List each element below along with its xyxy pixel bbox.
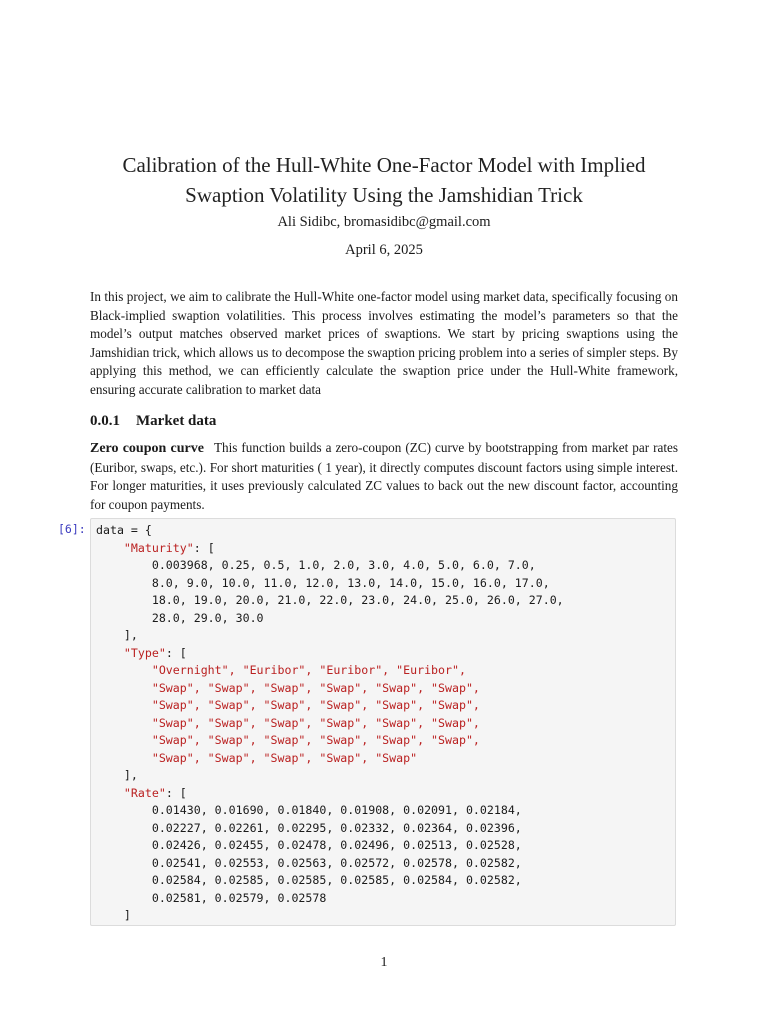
rate-line: 0.02426, 0.02455, 0.02478, 0.02496, 0.02513, 0.02528, — [151, 838, 522, 852]
key-rate: "Rate" — [123, 785, 166, 800]
key-maturity: "Maturity" — [123, 540, 194, 555]
type-line: "Swap", "Swap", "Swap", "Swap", "Swap", "Swap", — [151, 698, 480, 712]
rate-line: 0.02584, 0.02585, 0.02585, 0.02585, 0.02584, 0.02582, — [151, 873, 522, 887]
date-line: April 6, 2025 — [345, 242, 423, 258]
title-line-1: Calibration of the Hull-White One-Factor Model with Implied — [122, 153, 646, 177]
maturity-line: 8.0, 9.0, 10.0, 11.0, 12.0, 13.0, 14.0, 15.0, 16.0, 17.0, — [151, 575, 550, 590]
paper-title — [90, 150, 678, 210]
key-type: "Type" — [123, 645, 166, 660]
code-block: data = { "Maturity": [ 0.003968, 0.25, 0.5, 1.0, 2.0, 3.0, 4.0, 5.0, 6.0, 7.0, 8.0, 9.0, 10.0, 11.0, 12.0, 13.0, 14.0, 15.0, 16.0, 17.0, 18.0, 19.0, 20.0, 21.0, 22.0, 23.0, 24.0, 25.0, 26.0, 27.0, 28.0, 29.0, 30.0 ], "Type": [ "Overnight", "Euribor", "Euribor", "Euribor", "Swap", "Swap", "Swap", "Swap", "Swap", "Swap", "Swap", "Swap", "Swap", "Swap", "Swap", "Swap", "Swap", "Swap", "Swap", "Swap", "Swap", "Swap", "Swap", "Swap", "Swap", "Swap", "Swap", "Swap", "Swap", "Swap", "Swap", "Swap", "Swap" ], "Rate": [ 0.01430, 0.01690, 0.01840, 0.01908, 0.02091, 0.02184, 0.02227, 0.02261, 0.02295, 0.02332, 0.02364, 0.02396, 0.02426, 0.02455, 0.02478, 0.02496, 0.02513, 0.02528, 0.02541, 0.02553, 0.02563, 0.02572, 0.02578, 0.02582, 0.02584, 0.02585, 0.02585, 0.02585, 0.02584, 0.02582, 0.02581, 0.02579, 0.02578 ] — [96, 523, 564, 922]
page-number: 1 — [380, 955, 388, 970]
section-number: 0.0.1 — [90, 413, 120, 429]
code-var: data — [96, 523, 124, 537]
zc-paragraph — [90, 439, 678, 514]
rate-line: 0.02581, 0.02579, 0.02578 — [151, 890, 327, 905]
type-line: "Overnight", "Euribor", "Euribor", "Euribor", — [151, 663, 466, 677]
abstract-paragraph: In this project, we aim to calibrate the Hull-White one-factor model using market data, specifically focusing on Black-implied swaption volatilities. This process involves estimating the model’s parameters so that the model’s output matches observed market prices of swaptions. We start by pricing swaptions using the Jamshidian trick, which allows us to decompose the swaption pricing problem into a series of simpler steps. By applying this method, we can efficiently calculate the swaption price under the Hull-White framework, ensuring accurate calibration to market data — [90, 289, 678, 397]
maturity-line: 28.0, 29.0, 30.0 — [151, 610, 264, 625]
section-heading — [90, 410, 216, 432]
rate-line: 0.02541, 0.02553, 0.02563, 0.02572, 0.02578, 0.02582, — [151, 855, 522, 870]
section-title: Market data — [136, 413, 217, 429]
rate-line: 0.02227, 0.02261, 0.02295, 0.02332, 0.02364, 0.02396, — [151, 820, 522, 835]
type-line: "Swap", "Swap", "Swap", "Swap", "Swap", "Swap", — [151, 733, 480, 747]
title-line-2: Swaption Volatility Using the Jamshidian Trick — [185, 183, 583, 207]
rate-line: 0.01430, 0.01690, 0.01840, 0.01908, 0.02091, 0.02184, — [151, 803, 522, 817]
type-line: "Swap", "Swap", "Swap", "Swap", "Swap" — [151, 750, 418, 765]
author-line: Ali Sidibc, bromasidibc@gmail.com — [277, 214, 491, 230]
code-cell[interactable] — [90, 518, 676, 926]
type-line: "Swap", "Swap", "Swap", "Swap", "Swap", "Swap", — [151, 715, 480, 730]
maturity-line: 0.003968, 0.25, 0.5, 1.0, 2.0, 3.0, 4.0, 5.0, 6.0, 7.0, — [151, 558, 536, 572]
paragraph-heading: Zero coupon curve — [90, 441, 204, 456]
cell-prompt: [6]: — [58, 522, 86, 536]
paragraph-text: This function builds a zero-coupon (ZC) curve by bootstrapping from market par rates (Euribor, swaps, etc.). For short maturities ( 1 year), it directly computes discount factors using simple interest. For longer maturities, it uses previously calculated ZC values to back out the new discount factor, accounting for coupon payments. — [90, 440, 678, 512]
maturity-line: 18.0, 19.0, 20.0, 21.0, 22.0, 23.0, 24.0, 25.0, 26.0, 27.0, — [151, 593, 564, 607]
type-line: "Swap", "Swap", "Swap", "Swap", "Swap", "Swap", — [151, 680, 480, 695]
